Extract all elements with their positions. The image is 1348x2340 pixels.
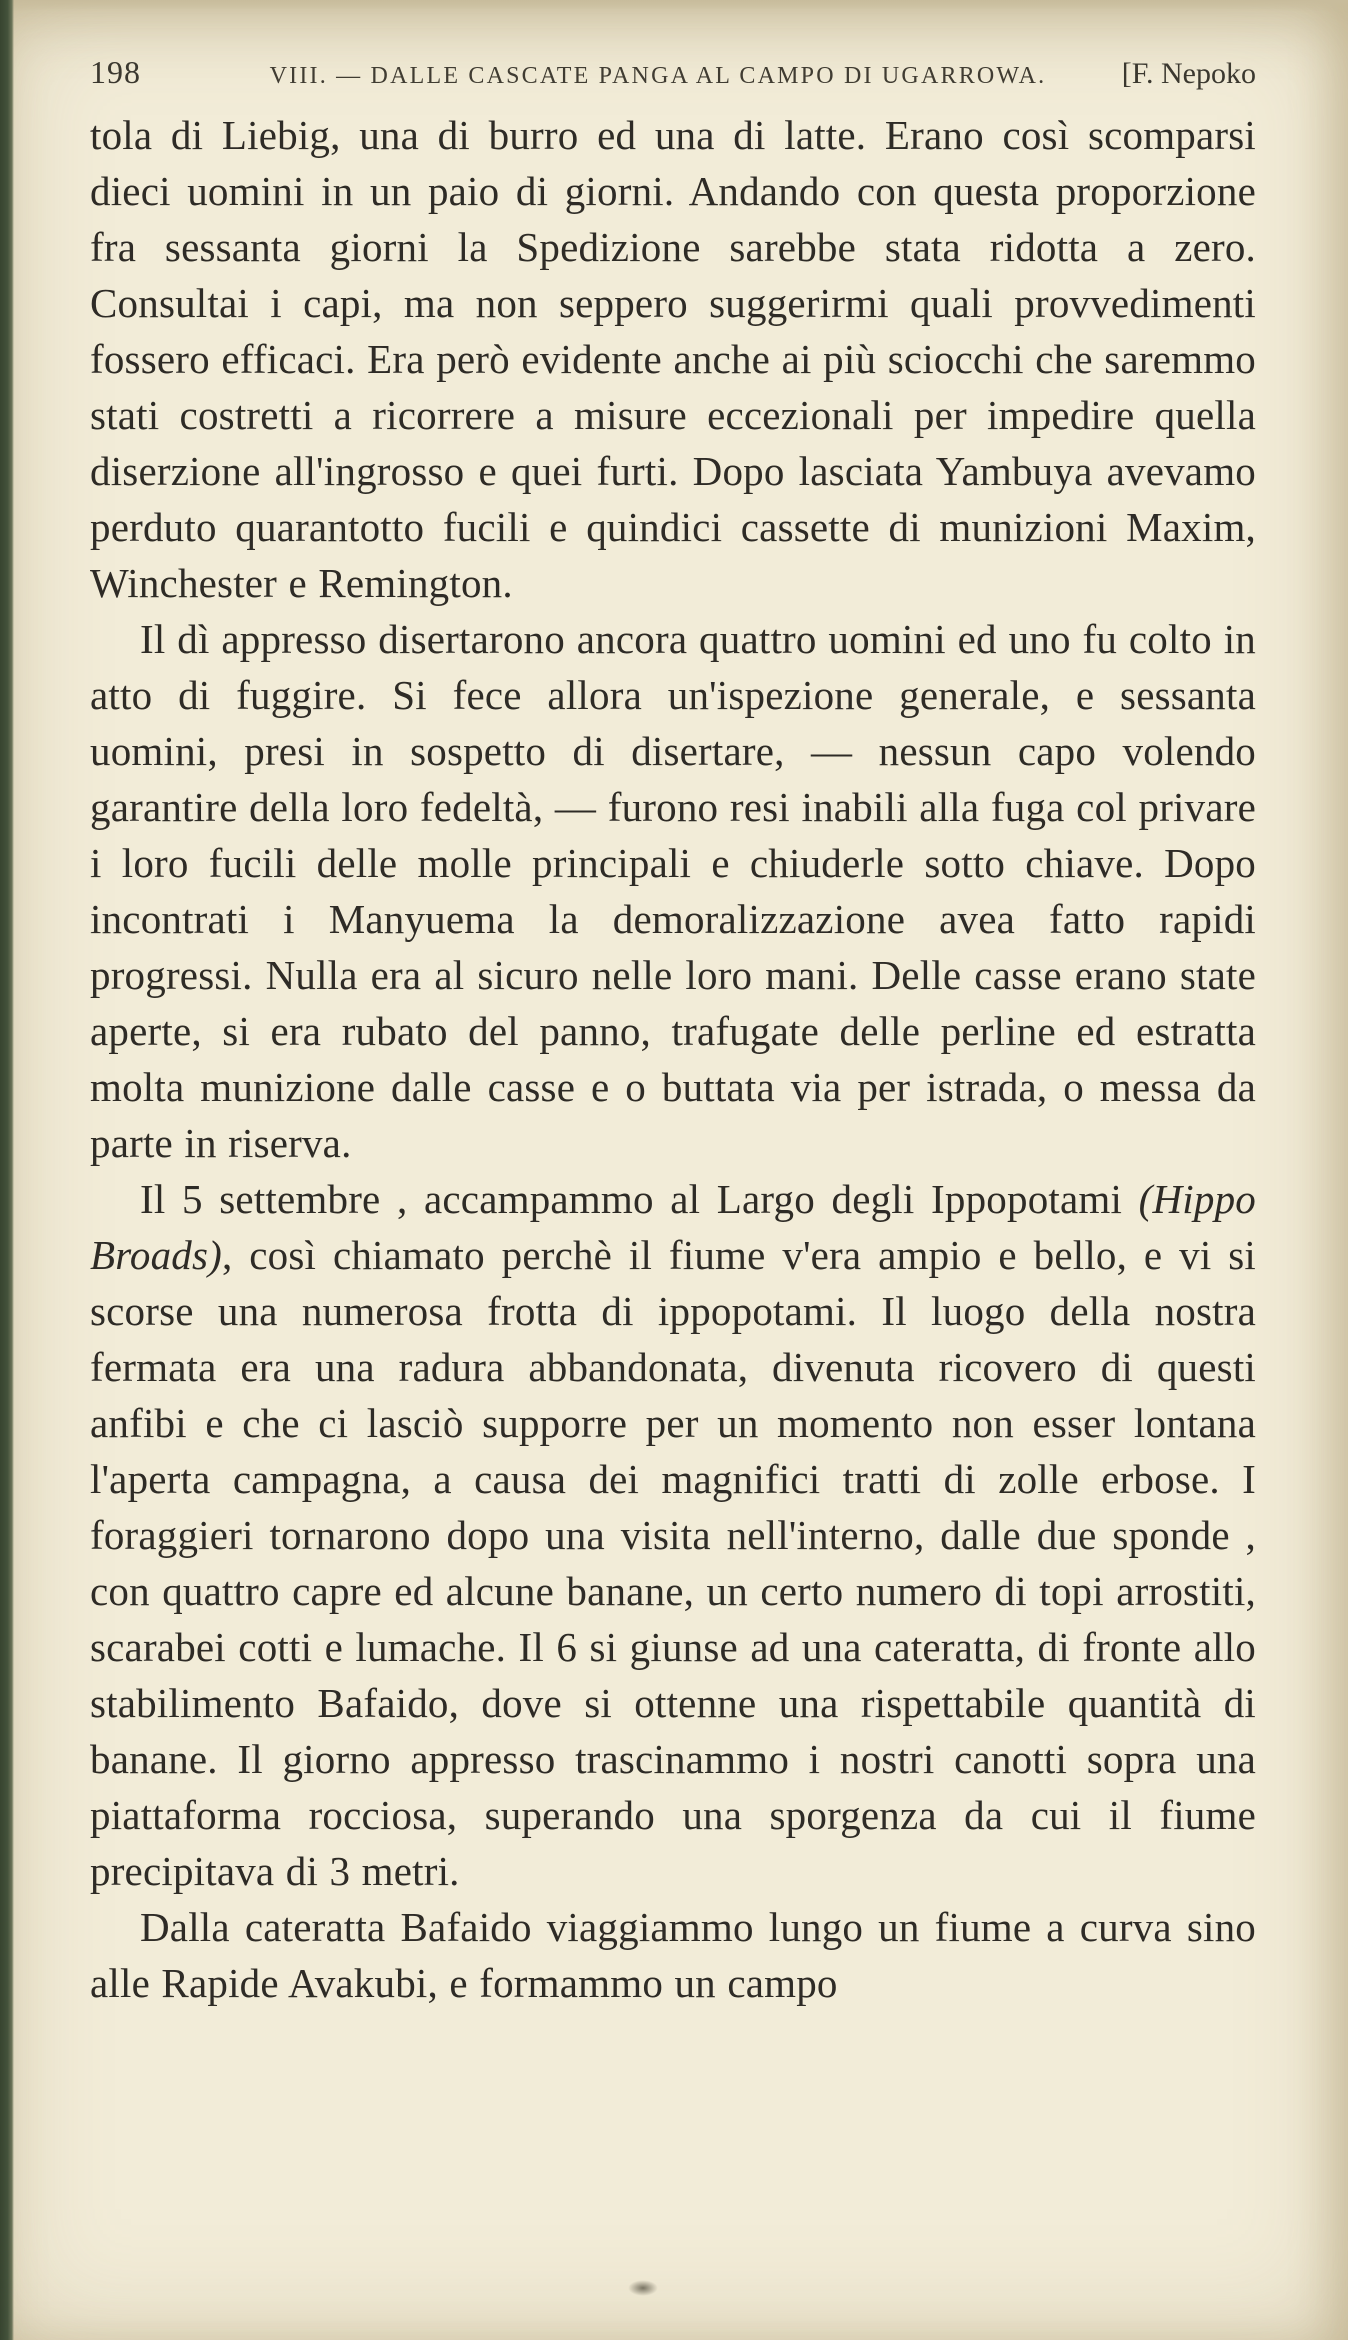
text-run: Dalla cateratta Bafaido viaggiammo lungo un fiume a curva sino alle Rapide Avakubi, e formammo un campo	[90, 1904, 1256, 2006]
page-header	[0, 0, 1348, 91]
italic-text-run: (Hippo Broads)	[90, 1176, 1256, 1278]
paragraph	[90, 1899, 1256, 2011]
paragraph	[90, 107, 1256, 611]
page-number: 198	[90, 54, 141, 90]
body-text	[0, 91, 1348, 2011]
paragraph	[90, 1171, 1256, 1899]
text-run: Il 5 settembre , accampammo al Largo degli Ippopotami	[140, 1176, 1139, 1222]
author-attribution: [F. Nepoko	[1121, 57, 1256, 90]
text-run: Il dì appresso disertarono ancora quattro uomini ed uno fu colto in atto di fuggire. Si fece allora un'ispezione generale, e sessanta uomini, presi in sospetto di disertare, — nessun capo volendo garantire della loro fedeltà, — furono resi inabili alla fuga col privare i loro fucili delle molle principali e chiuderle sotto chiave. Dopo incontrati i Manyuema la demoralizzazione avea fatto rapidi progressi. Nulla era al sicuro nelle loro mani. Delle casse erano state aperte, si era rubato del panno, trafugate delle perline ed estratta molta munizione dalle casse e o buttata via per istrada, o messa da parte in riserva.	[90, 616, 1256, 1166]
text-run: , così chiamato perchè il fiume v'era ampio e bello, e vi si scorse una numerosa frotta di ippopotami. Il luogo della nostra fermata era una radura abbandonata, divenuta ricovero di questi anfibi e che ci lasciò supporre per un momento non esser lontana l'aperta campagna, a causa dei magnifici tratti di zolle erbose. I foraggieri tornarono dopo una visita nell'interno, dalle due sponde , con quattro capre ed alcune banane, un certo numero di topi arrostiti, scarabei cotti e lumache. Il 6 si giunse ad una cateratta, di fronte allo stabilimento Bafaido, dove si ottenne una rispettabile quantità di banane. Il giorno appresso trascinammo i nostri canotti sopra una piattaforma rocciosa, superando una sporgenza da cui il fiume precipitava di 3 metri.	[90, 1232, 1256, 1894]
paragraph	[90, 611, 1256, 1171]
running-title: VIII. — DALLE CASCATE PANGA AL CAMPO DI UGARROWA.	[269, 63, 1047, 89]
text-run: tola di Liebig, una di burro ed una di latte. Erano così scomparsi dieci uomini in un paio di giorni. Andando con questa proporzione fra sessanta giorni la Spedizione sarebbe stata ridotta a zero. Consultai i capi, ma non seppero suggerirmi quali provvedimenti fossero efficaci. Era però evidente anche ai più sciocchi che saremmo stati costretti a ricorrere a misure eccezionali per impedire quella diserzione all'ingrosso e quei furti. Dopo lasciata Yambuya avevamo perduto quarantotto fucili e quindici cassette di munizioni Maxim, Winchester e Remington.	[90, 112, 1256, 606]
scan-smudge-artifact	[628, 2280, 658, 2296]
